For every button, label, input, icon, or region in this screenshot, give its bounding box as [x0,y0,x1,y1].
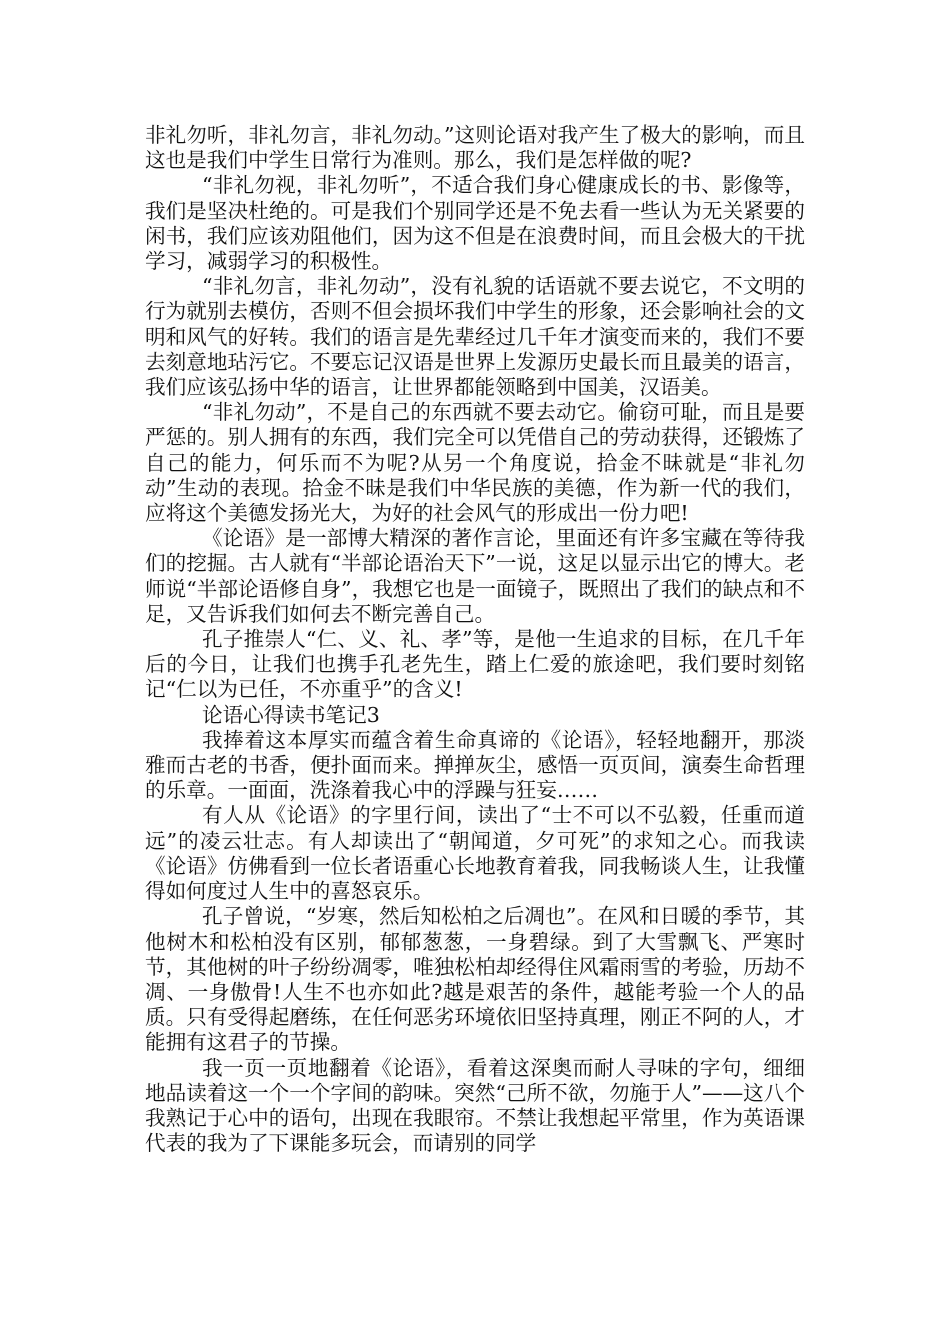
paragraph-6: 孔子推崇人“仁、义、礼、孝”等，是他一生追求的目标，在几千年后的今日，让我们也携手孔老先生，踏上仁爱的旅途吧，我们要时刻铭记“仁以为已任，不亦重乎”的含义! [145,627,805,702]
document-body [145,123,805,1156]
paragraph-10: 我一页一页地翻着《论语》，看着这深奥而耐人寻味的字句，细细地品读着这一个一个字间的韵味。突然“己所不欲，勿施于人”——这八个我熟记于心中的语句，出现在我眼帘。不禁让我想起平常里，作为英语课代表的我为了下课能多玩会，而请别的同学 [145,1055,805,1156]
paragraph-7: 我捧着这本厚实而蕴含着生命真谛的《论语》，轻轻地翻开，那淡雅而古老的书香，便扑面而来。掸掸灰尘，感悟一页页间，演奏生命哲理的乐章。一面面，洗涤着我心中的浮躁与狂妄…… [145,727,805,803]
paragraph-8: 有人从《论语》的字里行间，读出了“士不可以不弘毅，任重而道远”的凌云壮志。有人却读出了“朝闻道，夕可死”的求知之心。而我读《论语》仿佛看到一位长者语重心长地教育着我，同我畅谈人生，让我懂得如何度过人生中的喜怒哀乐。 [145,803,805,904]
paragraph-2: “非礼勿视，非礼勿听”，不适合我们身心健康成长的书、影像等，我们是坚决杜绝的。可是我们个别同学还是不免去看一些认为无关紧要的闲书，我们应该劝阻他们，因为这不但是在浪费时间，而且会极大的干扰学习，减弱学习的积极性。 [145,173,805,274]
paragraph-5: 《论语》是一部博大精深的著作言论，里面还有许多宝藏在等待我们的挖掘。古人就有“半部论语治天下”一说，这足以显示出它的博大。老师说“半部论语修自身”，我想它也是一面镜子，既照出了我们的缺点和不足，又告诉我们如何去不断完善自己。 [145,526,805,626]
paragraph-3: “非礼勿言，非礼勿动”，没有礼貌的话语就不要去说它，不文明的行为就别去模仿，否则不但会损坏我们中学生的形象，还会影响社会的文明和风气的好转。我们的语言是先辈经过几千年才演变而来的，我们不要去刻意地玷污它。不要忘记汉语是世界上发源历史最长而且最美的语言，我们应该弘扬中华的语言，让世界都能领略到中国美，汉语美。 [145,274,805,400]
section-heading: 论语心得读书笔记3 [202,702,380,727]
paragraph-9: 孔子曾说，“岁寒，然后知松柏之后凋也”。在风和日暖的季节，其他树木和松柏没有区别，郁郁葱葱，一身碧绿。到了大雪飘飞、严寒时节，其他树的叶子纷纷凋零，唯独松柏却经得住风霜雨雪的考验，历劫不凋、一身傲骨!人生不也亦如此?越是艰苦的条件，越能考验一个人的品质。只有受得起磨练，在任何恶劣环境依旧坚持真理，刚正不阿的人，才能拥有这君子的节操。 [145,904,805,1055]
paragraph-1: 非礼勿听，非礼勿言，非礼勿动。”这则论语对我产生了极大的影响，而且这也是我们中学生日常行为准则。那么，我们是怎样做的呢? [145,123,805,173]
paragraph-4: “非礼勿动”，不是自己的东西就不要去动它。偷窃可耻，而且是要严惩的。别人拥有的东西，我们完全可以凭借自己的劳动获得，还锻炼了自己的能力，何乐而不为呢?从另一个角度说，拾金不昧就是“非礼勿动”生动的表现。拾金不昧是我们中华民族的美德，作为新一代的我们，应将这个美德发扬光大，为好的社会风气的形成出一份力吧! [145,400,805,526]
